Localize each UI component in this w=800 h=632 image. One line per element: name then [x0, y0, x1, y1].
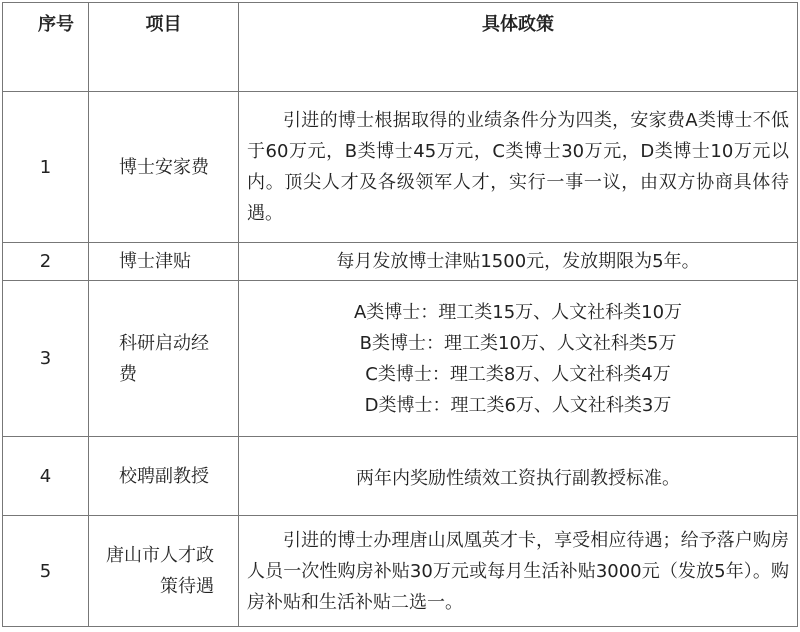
policy-line: A类博士：理工类15万、人文社科类10万	[353, 301, 683, 323]
row-number: 5	[3, 516, 89, 627]
row-item: 科研启动经费	[89, 281, 239, 437]
table-row	[3, 281, 798, 437]
row-item: 博士津贴	[89, 243, 239, 281]
row-item: 校聘副教授	[89, 437, 239, 516]
table-row	[3, 437, 798, 516]
header-item: 项目	[89, 3, 239, 92]
row-number: 4	[3, 437, 89, 516]
policy-line: C类博士：理工类8万、人文社科类4万	[365, 363, 671, 385]
header-serial-number: 序号	[3, 3, 89, 92]
policy-text: 引进的博士办理唐山凤凰英才卡，享受相应待遇；给予落户购房人员一次性购房补贴30万元或每月生活补贴3000元（发放5年）。购房补贴和生活补贴二选一。	[247, 529, 789, 613]
table-row	[3, 92, 798, 243]
table-row	[3, 243, 798, 281]
row-policy: 每月发放博士津贴1500元，发放期限为5年。	[239, 243, 798, 281]
row-policy: 两年内奖励性绩效工资执行副教授标准。	[239, 437, 798, 516]
row-item: 唐山市人才政策待遇	[89, 516, 239, 627]
row-number: 3	[3, 281, 89, 437]
policy-line: B类博士：理工类10万、人文社科类5万	[359, 332, 677, 354]
policy-table	[2, 2, 798, 627]
row-number: 2	[3, 243, 89, 281]
policy-line: D类博士：理工类6万、人文社科类3万	[364, 394, 672, 416]
row-policy	[239, 281, 798, 437]
policy-text: 引进的博士根据取得的业绩条件分为四类，安家费A类博士不低于60万元，B类博士45万元，C类博士30万元，D类博士10万元以内。顶尖人才及各级领军人才，实行一事一议，由双方协商具体待遇。	[247, 110, 789, 224]
row-policy	[239, 516, 798, 627]
table-row	[3, 516, 798, 627]
row-number: 1	[3, 92, 89, 243]
row-policy	[239, 92, 798, 243]
header-policy: 具体政策	[239, 3, 798, 92]
table-header-row	[3, 3, 798, 92]
row-item: 博士安家费	[89, 92, 239, 243]
